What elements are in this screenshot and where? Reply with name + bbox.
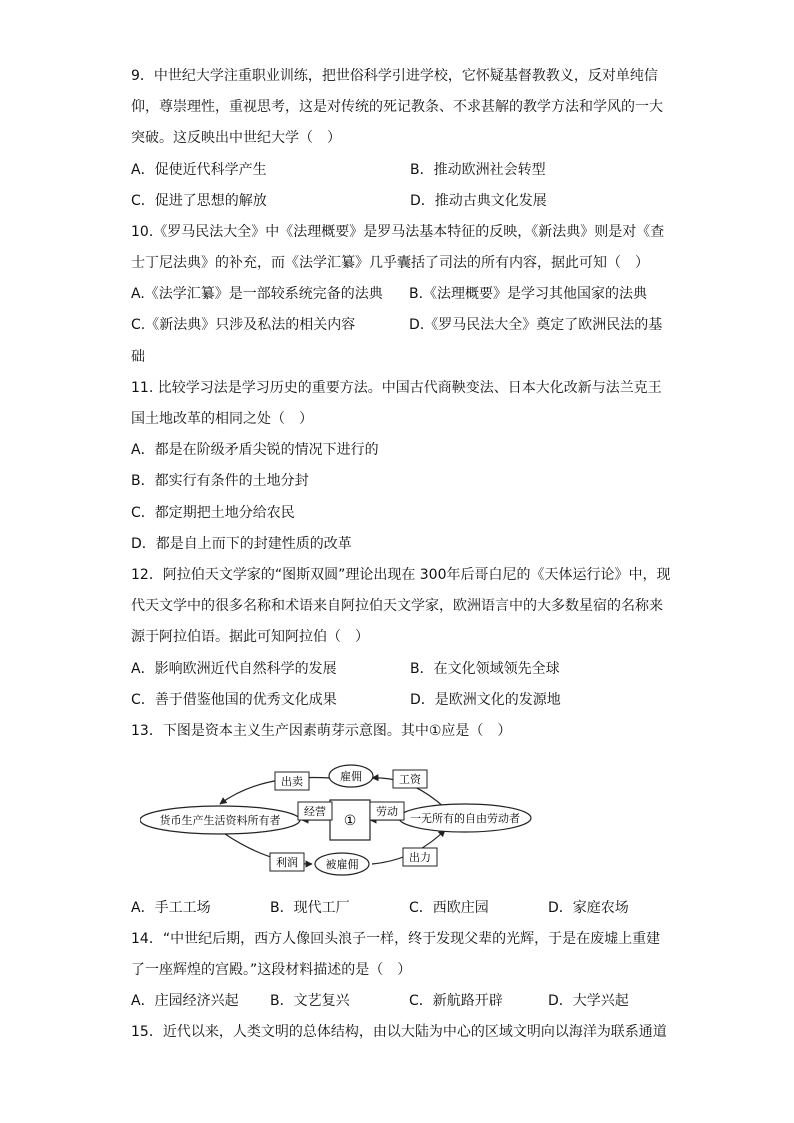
q11-option-a: A．都是在阶级矛盾尖锐的情况下进行的 (131, 442, 379, 458)
label-lirun: 利润 (276, 856, 298, 869)
q13-option-b: B．现代工厂 (270, 900, 350, 916)
q9-option-c: C．促进了思想的解放 (131, 193, 267, 209)
node-right-label: 一无所有的自由劳动者 (410, 812, 520, 825)
q9-stem-line-1: 9．中世纪大学注重职业训练，把世俗科学引进学校，它怀疑基督教教义，反对单纯信 (131, 68, 658, 84)
label-laodong: 劳动 (376, 805, 398, 818)
q14-stem-line-1: 14．“中世纪后期，西方人像回头浪子一样，终于发现父辈的光辉，于是在废墟上重建 (131, 931, 661, 947)
q15-stem-line-1: 15．近代以来，人类文明的总体结构，由以大陆为中心的区域文明向以海洋为联系通道 (131, 1024, 667, 1040)
q12-stem-line-3: 源于阿拉伯语。据此可知阿拉伯（ ） (131, 629, 369, 645)
label-chuli: 出力 (409, 851, 431, 864)
center-label: ① (343, 813, 357, 829)
q14-option-d: D．大学兴起 (548, 993, 629, 1009)
q10-option-c: C.《新法典》只涉及私法的相关内容 (131, 317, 356, 333)
q9-stem-line-2: 仰，尊崇理性，重视思考，这是对传统的死记教条、不求甚解的教学方法和学风的一大 (131, 99, 663, 115)
capitalism-factors-diagram (140, 760, 540, 880)
q10-stem-line-2: 士丁尼法典》的补充，而《法学汇纂》几乎囊括了司法的所有内容，据此可知（ ） (131, 255, 649, 271)
q14-option-a: A．庄园经济兴起 (131, 993, 239, 1009)
q13-option-c: C．西欧庄园 (409, 900, 489, 916)
q13-option-a: A．手工工场 (131, 900, 211, 916)
q9-option-d: D．推动古典文化发展 (410, 193, 547, 209)
q13-stem: 13．下图是资本主义生产因素萌芽示意图。其中①应是（ ） (131, 723, 512, 739)
q12-stem-line-2: 代天文学中的很多名称和术语来自阿拉伯天文学家，欧洲语言中的大多数星宿的名称来 (131, 598, 663, 614)
q11-option-b: B．都实行有条件的土地分封 (131, 473, 309, 489)
q11-stem-line-2: 国土地改革的相同之处（ ） (131, 411, 313, 427)
node-bottom-label: 被雇佣 (325, 858, 359, 871)
q12-option-b: B．在文化领域领先全球 (410, 661, 560, 677)
q11-stem-line-1: 11. 比较学习法是学习历史的重要方法。中国古代商鞅变法、日本大化改新与法兰克王 (131, 380, 662, 396)
q9-option-b: B．推动欧洲社会转型 (410, 162, 546, 178)
q10-option-d-wrap: 础 (131, 349, 145, 365)
node-top-label: 雇佣 (340, 770, 362, 783)
q10-option-b: B.《法理概要》是学习其他国家的法典 (409, 286, 648, 302)
q14-option-c: C．新航路开辟 (409, 993, 503, 1009)
q12-stem-line-1: 12．阿拉伯天文学家的“图斯双圆”理论出现在 300年后哥白尼的《天体运行论》中，现 (131, 567, 671, 583)
label-gongzi: 工资 (399, 773, 421, 786)
q10-stem-line-1: 10.《罗马民法大全》中《法理概要》是罗马法基本特征的反映，《新法典》则是对《查 (131, 224, 665, 240)
q14-option-b: B．文艺复兴 (270, 993, 350, 1009)
q9-stem-line-3: 突破。这反映出中世纪大学（ ） (131, 130, 341, 146)
q12-option-d: D．是欧洲文化的发源地 (410, 692, 561, 708)
q14-stem-line-2: 了一座辉煌的宫殿。”这段材料描述的是（ ） (131, 962, 412, 978)
q11-option-c: C．都定期把土地分给农民 (131, 505, 295, 521)
label-jingying: 经营 (304, 805, 326, 818)
q9-option-a: A．促使近代科学产生 (131, 162, 267, 178)
q10-option-a: A.《法学汇纂》是一部较系统完备的法典 (131, 286, 383, 302)
q12-option-c: C．善于借鉴他国的优秀文化成果 (131, 692, 337, 708)
label-chumai: 出卖 (281, 775, 303, 788)
q10-option-d: D.《罗马民法大全》奠定了欧洲民法的基 (409, 317, 663, 333)
q12-option-a: A．影响欧洲近代自然科学的发展 (131, 661, 337, 677)
q11-option-d: D．都是自上而下的封建性质的改革 (131, 536, 352, 552)
node-left-label: 货币生产生活资料所有者 (159, 814, 281, 827)
q13-option-d: D．家庭农场 (548, 900, 629, 916)
